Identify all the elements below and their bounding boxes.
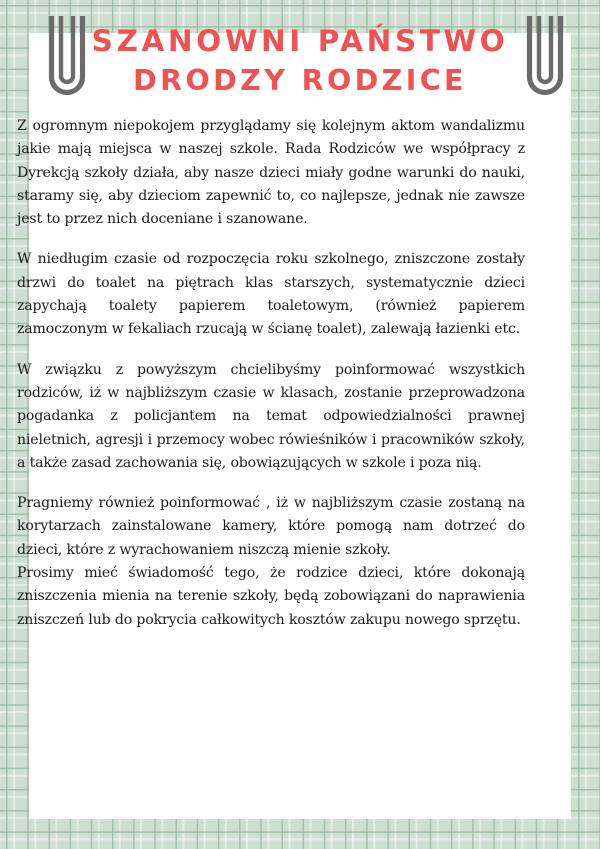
paragraph-5: Prosimy mieć świadomość tego, że rodzice dzieci, które dokonają zniszczenia mienia na terenie szkoły, będą zobowiązani do naprawienia zniszczeń lub do pokrycia całkowitych kosztów zakupu nowego sprzętu. [17,565,525,628]
paragraph-2: W niedługim czasie od rozpoczęcia roku szkolnego, zniszczone zostały drzwi do toalet na piętrach klas starszych, systematycznie dzieci zapychają toalety papierem toaletowym, (również papierem zamoczonym w fekaliach rzucają w ścianę toalet), zalewają łazienki etc. [17,251,525,338]
poster-header [0,0,600,100]
title-line-2: DRODZY RODZICE [133,64,467,97]
paragraph-4: Pragniemy również poinformować , iż w najbliższym czasie zostaną na korytarzach zainstalowane kamery, które pomogą nam dotrzeć do dzieci, które z wyrachowaniem niszczą mienie szkoły. [17,495,525,558]
paragraph-3: W związku z powyższym chcielibyśmy poinformować wszystkich rodziców, iż w najbliższym czasie w klasach, zostanie przeprowadzona pogadanka z policjantem na temat odpowiedzialności prawnej nieletnich, agresji i przemocy wobec rówieśników i pracowników szkoły, a także zasad zachowania się, obowiązujących w szkole i poza nią. [17,361,525,471]
title-line-1: SZANOWNI PAŃSTWO [91,24,509,58]
letter-body [17,115,525,632]
paragraph-1: Z ogromnym niepokojem przyglądamy się kolejnym aktom wandalizmu jakie mają miejsca w naszej szkole. Rada Rodziców we współpracy z Dyrekcją szkoły działa, aby nasze dzieci miały godne warunki do nauki, staramy się, aby dzieciom zapewnić to, co najlepsze, jednak nie zawsze jest to przez nich doceniane i szanowane. [17,118,525,228]
